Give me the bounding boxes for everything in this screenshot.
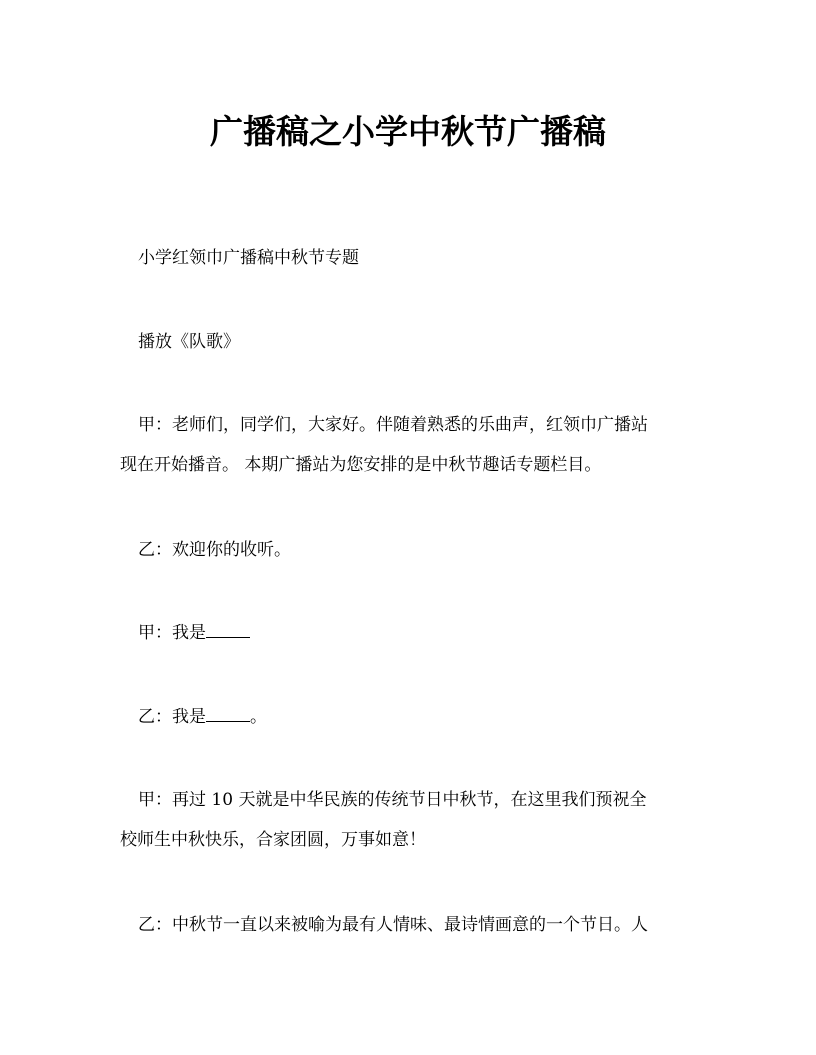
paragraph-text: 小学红领巾广播稿中秋节专题	[138, 248, 359, 268]
paragraph-greeting	[120, 780, 698, 860]
paragraph-line: 现在开始播音。 本期广播站为您安排的是中秋节趣话专题栏目。	[120, 455, 602, 475]
paragraph-line: 乙：中秋节一直以来被喻为最有人情味、最诗情画意的一个节日。人	[138, 915, 648, 935]
paragraph-mid-autumn	[120, 905, 698, 945]
paragraph-line	[120, 697, 698, 737]
paragraph-text: 乙：我是	[138, 707, 206, 727]
paragraph-text: 。	[250, 707, 267, 727]
paragraph-text: 甲：我是	[138, 623, 206, 643]
paragraph-text: 播放《队歌》	[138, 332, 240, 352]
paragraph-welcome	[120, 530, 698, 570]
paragraph-host-b-intro	[120, 697, 698, 737]
paragraph-text: 乙：欢迎你的收听。	[138, 540, 291, 560]
name-blank-line	[206, 617, 250, 638]
paragraph-line: 甲：老师们，同学们，大家好。伴随着熟悉的乐曲声，红领巾广播站	[138, 415, 648, 435]
paragraph-line	[120, 613, 698, 653]
name-blank-line	[206, 701, 250, 722]
paragraph-line: 甲：再过 10 天就是中华民族的传统节日中秋节，在这里我们预祝全	[138, 790, 647, 810]
document-title: 广播稿之小学中秋节广播稿	[210, 112, 606, 151]
paragraph-play-anthem	[120, 322, 698, 362]
paragraph-opening	[120, 405, 698, 485]
paragraph-host-a-intro	[120, 613, 698, 653]
paragraph-topic	[120, 238, 698, 278]
paragraph-line: 校师生中秋快乐，合家团圆，万事如意！	[120, 830, 426, 850]
